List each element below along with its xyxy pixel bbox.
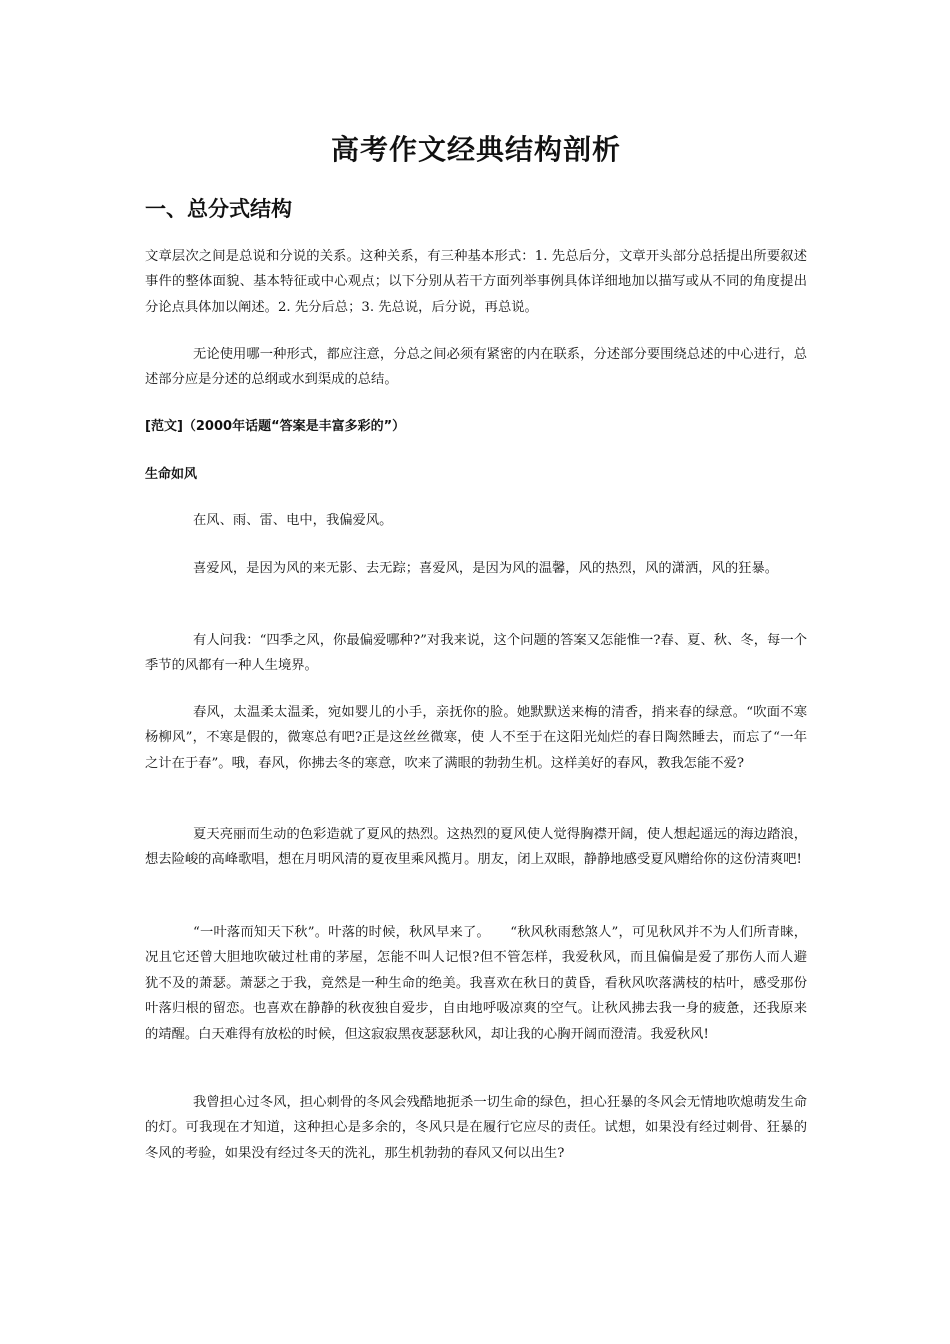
essay-paragraph-7: 我曾担心过冬风，担心刺骨的冬风会残酷地扼杀一切生命的绿色，担心狂暴的冬风会无情地吹熄萌发生命的灯。可我现在才知道，这种担心是多余的，冬风只是在履行它应尽的责任。试想，如果没有经过刺骨、狂暴的冬风的考验，如果没有经过冬天的洗礼，那生机勃勃的春风又何以出生? [145,1095,807,1161]
essay-title: 生命如风 [145,467,198,482]
essay-paragraph-5: 夏天亮丽而生动的色彩造就了夏风的热烈。这热烈的夏风使人觉得胸襟开阔，使人想起遥远的海边踏浪，想去险峻的高峰歌唱，想在月明风清的夏夜里乘风揽月。朋友，闭上双眼，静静地感受夏风赠给你的这份清爽吧! [145,827,807,868]
example-label: [范文]（2000年话题“答案是丰富多彩的”） [145,419,406,434]
essay-paragraph-4: 春风，太温柔太温柔，宛如婴儿的小手，亲抚你的脸。她默默送来梅的清香，捎来春的绿意。“吹面不寒杨柳风”，不寒是假的，微寒总有吧?正是这丝丝微寒，使 人不至于在这阳光灿烂的春日陶然睡去，而忘了“一年之计在于春”。哦，春风，你拂去冬的寒意，吹来了满眼的勃勃生机。这样美好的春风，教我怎能不爱? [145,705,807,771]
essay-paragraph-2: 喜爱风，是因为风的来无影、去无踪；喜爱风，是因为风的温馨，风的热烈，风的潇洒，风的狂暴。 [193,561,779,576]
section-heading: 一、总分式结构 [145,197,292,221]
essay-paragraph-6: “一叶落而知天下秋”。叶落的时候，秋风早来了。 “秋风秋雨愁煞人”，可见秋风并不为人们所青睐，况且它还曾大胆地吹破过杜甫的茅屋，怎能不叫人记恨?但不管怎样，我爱秋风，而且偏偏是爱了那伤人而人避 犹不及的萧瑟。萧瑟之于我，竟然是一种生命的绝美。我喜欢在秋日的黄昏，看秋风吹落满枝的枯叶，感受那份叶落归根的留恋。也喜欢在静静的秋夜独自爱步，自由地呼吸凉爽的空气。让秋风拂去我一身的疲惫，还我原来的靖醒。白天难得有放松的时候，但这寂寂黑夜瑟瑟秋风，却让我的心胸开阔而澄清。我爱秋风! [145,925,807,1042]
document-title: 高考作文经典结构剖析 [330,133,621,166]
essay-paragraph-1: 在风、雨、雷、电中，我偏爱风。 [193,513,393,528]
note-paragraph: 无论使用哪一种形式，都应注意，分总之间必须有紧密的内在联系，分述部分要围绕总述的中心进行，总述部分应是分述的总纲或水到渠成的总结。 [145,347,807,388]
intro-paragraph: 文章层次之间是总说和分说的关系。这种关系，有三种基本形式：1. 先总后分，文章开头部分总括提出所要叙述事件的整体面貌、基本特征或中心观点；以下分别从若干方面列举事例具体详细地加以描写或从不同的角度提出分论点具体加以阐述。2. 先分后总；3. 先总说，后分说，再总说。 [145,249,807,315]
essay-paragraph-3: 有人问我：“四季之风，你最偏爱哪种?”对我来说，这个问题的答案又怎能惟一?春、夏、秋、冬，每一个季节的风都有一种人生境界。 [145,633,807,674]
